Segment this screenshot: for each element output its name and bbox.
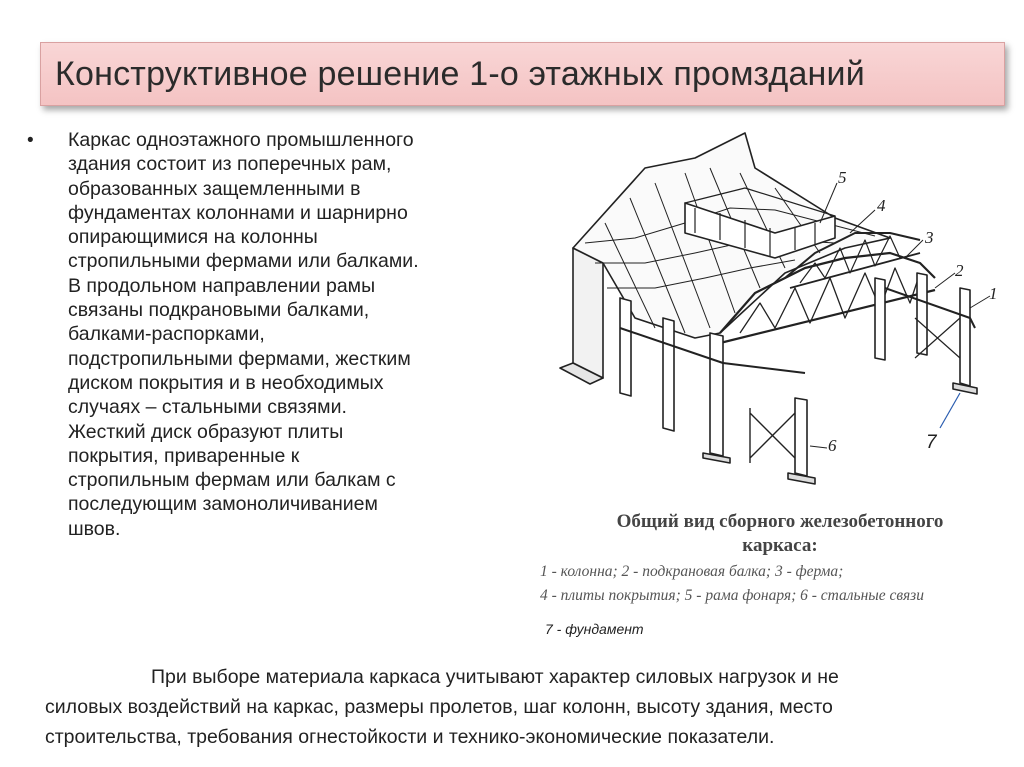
label-column: 1 xyxy=(989,284,998,303)
label-roof-plates: 4 xyxy=(877,196,886,215)
frame-illustration xyxy=(545,128,1010,493)
body-line: стропильными фермами или балками. xyxy=(68,250,419,273)
body-line: фундаментах колоннами и шарнирно xyxy=(68,201,408,224)
caption-title-line: Общий вид сборного железобетонного xyxy=(616,511,944,532)
body-line: случаях – стальными связями. xyxy=(68,396,347,419)
body-paragraph xyxy=(68,128,538,541)
body-line: стропильным фермам или балкам с xyxy=(68,469,396,492)
figure-caption-title xyxy=(545,510,1015,558)
foundation-note: 7 - фундамент xyxy=(545,621,644,637)
bottom-line: При выборе материала каркаса учитывают характер силовых нагрузок и не xyxy=(151,666,839,688)
body-line: здания состоит из поперечных рам, xyxy=(68,153,392,176)
label-steel-bracing: 6 xyxy=(828,436,837,455)
page-title: Конструктивное решение 1-о этажных промзданий xyxy=(55,55,865,93)
figure-caption-legend-2: 4 - плиты покрытия; 5 - рама фонаря; 6 - стальные связи xyxy=(540,587,924,604)
title-banner xyxy=(40,42,1005,106)
label-truss: 3 xyxy=(925,228,934,247)
caption-title-line: каркаса: xyxy=(742,535,818,556)
body-line: образованных защемленными в xyxy=(68,177,361,200)
bottom-line: строительства, требования огнестойкости и технико-экономические показатели. xyxy=(45,726,775,748)
body-line: Жесткий диск образуют плиты xyxy=(68,420,344,443)
label-skylight-frame: 5 xyxy=(838,168,847,187)
body-line: В продольном направлении рамы xyxy=(68,274,376,297)
body-line: Каркас одноэтажного промышленного xyxy=(68,129,414,151)
body-line: подстропильными фермами, жестким xyxy=(68,347,411,370)
body-line: опирающимися на колонны xyxy=(68,226,318,249)
label-foundation: 7 xyxy=(926,432,937,453)
label-crane-beam: 2 xyxy=(955,261,964,280)
frame-drawing xyxy=(545,128,1010,493)
body-line: последующим замоноличиванием xyxy=(68,493,378,516)
body-line: покрытия, приваренные к xyxy=(68,444,300,467)
body-line: балками-распорками, xyxy=(68,323,265,346)
bullet-marker: • xyxy=(27,130,34,151)
bottom-line: силовых воздействий на каркас, размеры пролетов, шаг колонн, высоту здания, место xyxy=(45,696,833,718)
body-line: швов. xyxy=(68,517,121,540)
bottom-paragraph xyxy=(45,662,1005,752)
figure-caption-legend-1: 1 - колонна; 2 - подкрановая балка; 3 - ферма; xyxy=(540,563,844,580)
body-line: связаны подкрановыми балками, xyxy=(68,299,370,322)
body-line: диском покрытия и в необходимых xyxy=(68,371,384,394)
